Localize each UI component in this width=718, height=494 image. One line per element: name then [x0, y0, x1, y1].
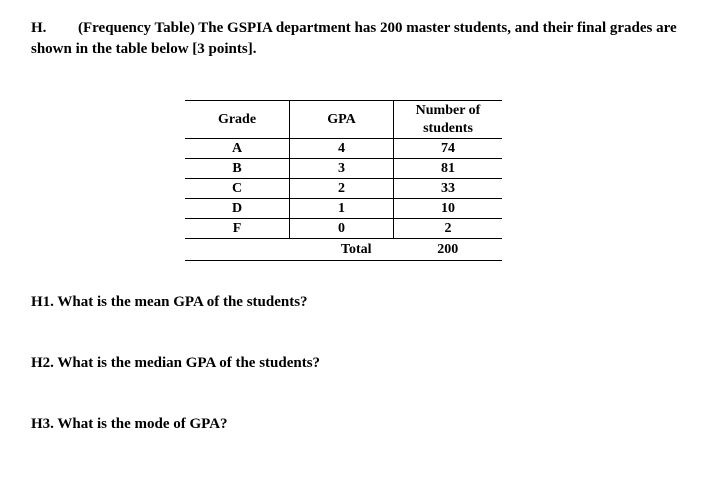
subquestion-h1: H1. What is the mean GPA of the students?: [31, 294, 308, 310]
gpa-cell: 1: [290, 199, 394, 219]
question-h-prompt: [31, 18, 711, 60]
total-label: Total: [185, 239, 394, 261]
table-row: [185, 199, 502, 219]
frequency-table: [185, 100, 502, 261]
header-number-of-students: Number of students: [415, 102, 481, 136]
subquestion-h2: H2. What is the median GPA of the students?: [31, 355, 321, 371]
total-value: 200: [394, 239, 503, 261]
header-gpa: GPA: [290, 101, 394, 139]
table-header-row: [185, 101, 502, 139]
gpa-cell: 3: [290, 159, 394, 179]
count-cell: 2: [394, 219, 503, 239]
table-row: [185, 139, 502, 159]
question-text: (Frequency Table) The GSPIA department has 200 master students, and their final grades are shown in the table below [3 points].: [31, 20, 677, 57]
gpa-cell: 2: [290, 179, 394, 199]
count-cell: 33: [394, 179, 503, 199]
question-number: H.: [31, 20, 47, 36]
table-row: [185, 219, 502, 239]
grade-cell: B: [185, 159, 290, 179]
grade-cell: D: [185, 199, 290, 219]
grade-cell: A: [185, 139, 290, 159]
subquestion-h3: H3. What is the mode of GPA?: [31, 416, 228, 432]
grade-cell: F: [185, 219, 290, 239]
gpa-cell: 4: [290, 139, 394, 159]
table-row: [185, 159, 502, 179]
table-row: [185, 179, 502, 199]
count-cell: 81: [394, 159, 503, 179]
total-row: [185, 239, 502, 261]
grade-cell: C: [185, 179, 290, 199]
header-grade: Grade: [185, 101, 290, 139]
count-cell: 74: [394, 139, 503, 159]
gpa-cell: 0: [290, 219, 394, 239]
count-cell: 10: [394, 199, 503, 219]
